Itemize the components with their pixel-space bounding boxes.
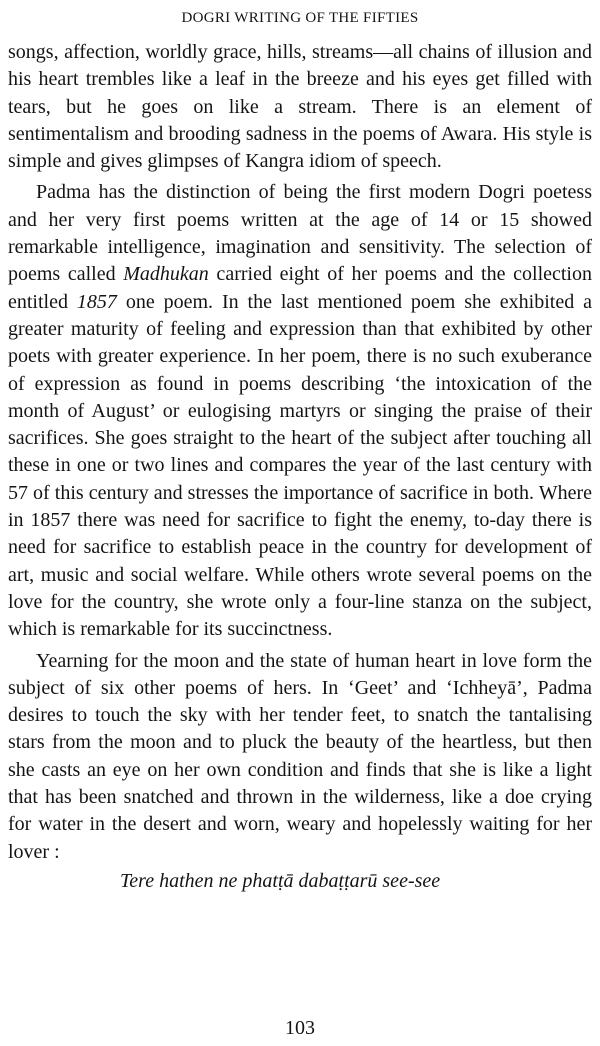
page-body	[8, 39, 592, 895]
paragraph-2-text-b: carried eight of her poems and the collection entitled	[8, 263, 592, 313]
paragraph-3	[8, 648, 592, 866]
paragraph-2-text-c: one poem. In the last mentioned poem she exhibited a greater maturity of feeling and expression than that exhibited by other poets with greater experience. In her poem, there is no such exuberance of expression as found in poems describing ‘the intoxication of the month of August’ or eulogising martyrs or singing the praise of their sacrifices. She goes straight to the heart of the subject after touching all these in one or two lines and compares the year of the last century with 57 of this century and stresses the importance of sacrifice in both. Where in 1857 there was need for sacrifice to fight the enemy, to-day there is need for sacrifice to establish peace in the country for development of art, music and social welfare. While others wrote several poems on the love for the country, she wrote only a four-line stanza on the subject, which is remarkable for its succinctness.	[8, 290, 593, 641]
paragraph-3-text: Yearning for the moon and the state of human heart in love form the subject of six other poems of hers. In ‘Geet’ and ‘Ichheyā’, Padma desires to touch the sky with her tender feet, to snatch the tantalising stars from the moon and to pluck the beauty of the heartless, but then she casts an eye on her own condition and finds that she is like a light that has been snatched and thrown in the wilderness, like a doe crying for water in the desert and worn, weary and hopelessly waiting for her lover :	[8, 649, 592, 863]
paragraph-2-text-a: Padma has the distinction of being the first modern Dogri poetess and her very first poems written at the age of 14 or 15 showed remarkable intelligence, imagination and sensitivity. The selection of poems called	[8, 181, 592, 286]
paragraph-1-text: songs, affection, worldly grace, hills, streams—all chains of illusion and his heart trembles like a leaf in the breeze and his eyes get filled with tears, but he goes on like a stream. There is an element of sentimentalism and brooding sadness in the poems of Awara. His style is simple and gives glimpses of Kangra idiom of speech.	[8, 41, 592, 173]
paragraph-1	[8, 39, 592, 175]
verse-quotation: Tere hathen ne phatṭā dabaṭṭarū see-see	[120, 869, 441, 892]
running-header: DOGRI WRITING OF THE FIFTIES	[181, 10, 419, 26]
book-title-madhukan: Madhukan	[123, 263, 209, 286]
book-title-1857: 1857	[76, 290, 117, 313]
page-number: 103	[285, 1017, 315, 1039]
paragraph-2	[8, 179, 592, 643]
